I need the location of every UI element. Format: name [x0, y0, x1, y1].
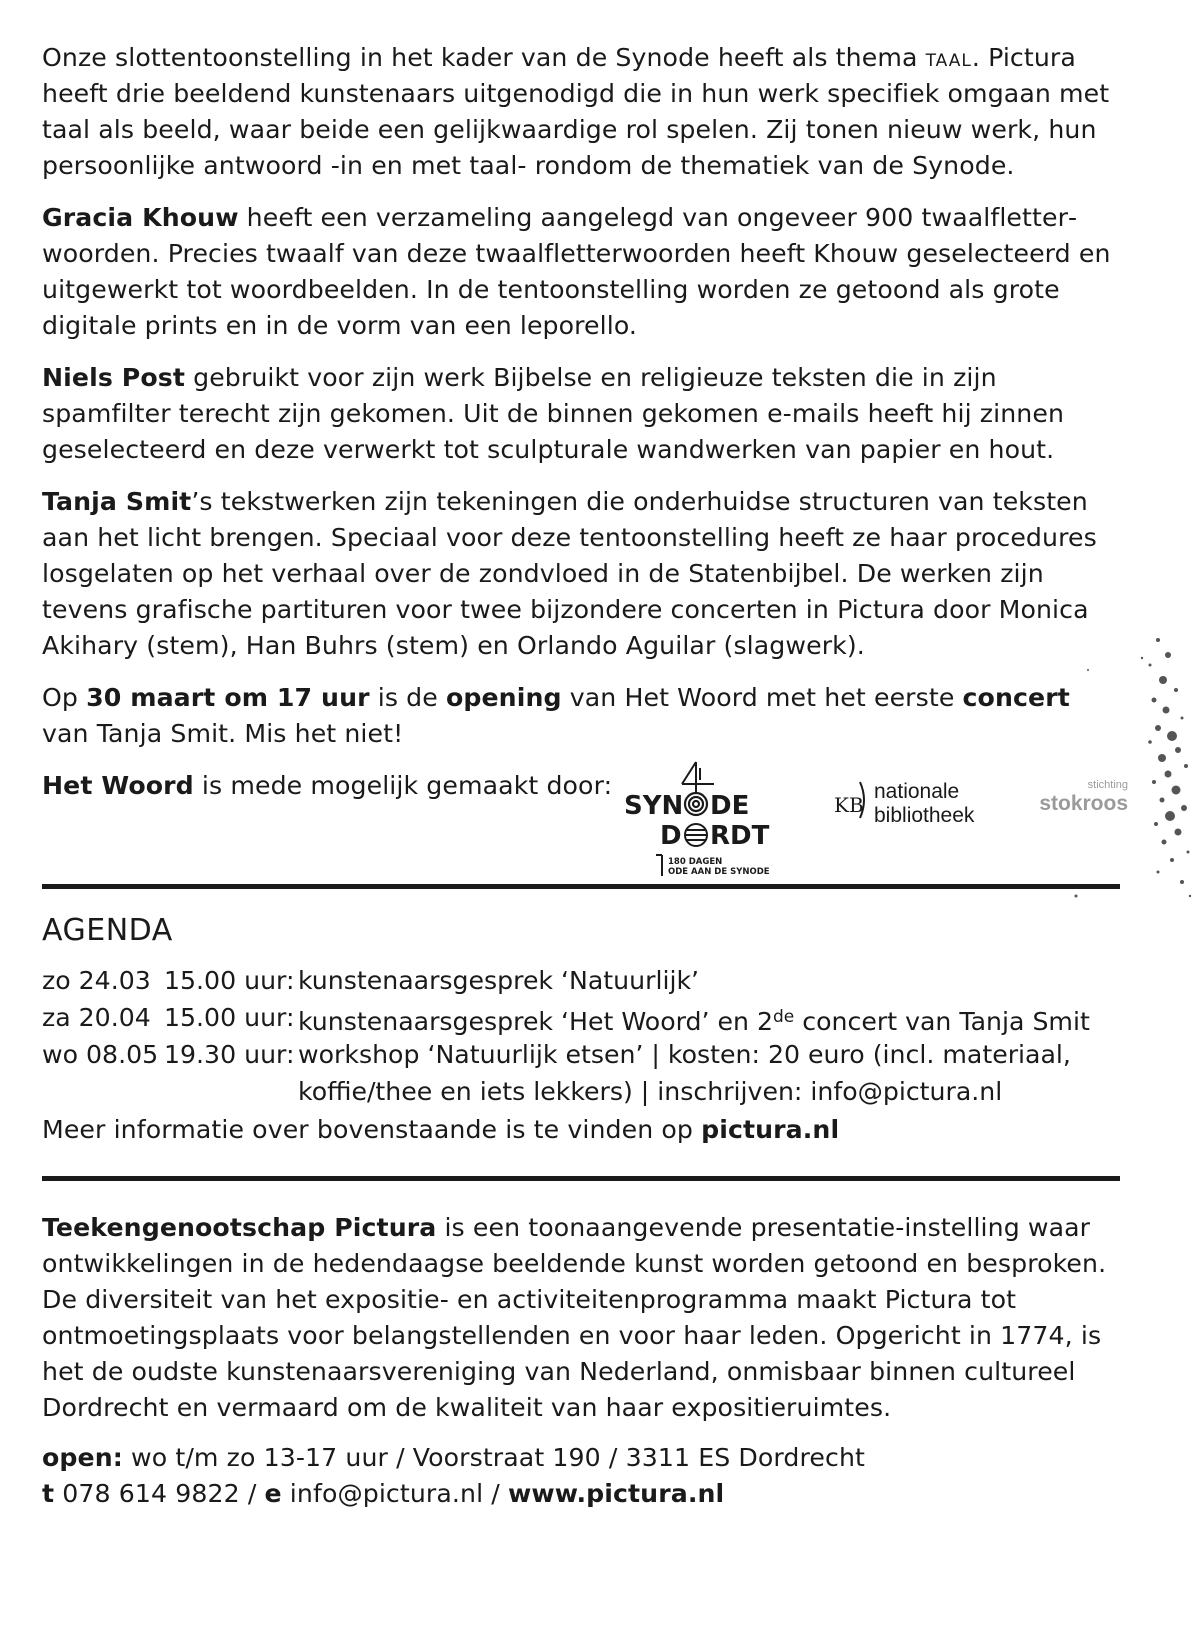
opening-hours: open: wo t/m zo 13-17 uur / Voorstraat 190 / 3311 ES Dordrecht	[42, 1443, 865, 1472]
theme-word: taal	[925, 44, 972, 72]
opening-paragraph: Op 30 maart om 17 uur is de opening van Het Woord met het eerste concert van Tanja Smit. Mis het niet!	[42, 683, 1070, 748]
agenda-title: AGENDA	[42, 913, 173, 948]
ink-splatter-decoration	[1058, 610, 1200, 920]
svg-text:ODE AAN DE SYNODE: ODE AAN DE SYNODE	[668, 867, 770, 877]
more-info-link[interactable]: pictura.nl	[701, 1115, 840, 1144]
agenda-day: za 20.04	[42, 1003, 151, 1032]
website-link[interactable]: www.pictura.nl	[507, 1479, 725, 1508]
agenda-item	[42, 1036, 1122, 1110]
agenda-desc: workshop ‘Natuurlijk etsen’ | kosten: 20 euro (incl. materiaal, koffie/thee en iets lekkers) | inschrijven: info@pictura.nl	[298, 1040, 1071, 1106]
org-name: Teekengenootschap Pictura	[42, 1213, 437, 1242]
agenda-day: zo 24.03	[42, 966, 151, 995]
synode-dordt-logo	[622, 760, 812, 880]
agenda-desc: kunstenaarsgesprek ‘Natuurlijk’	[298, 966, 700, 995]
svg-text:stokroos: stokroos	[1039, 792, 1128, 815]
artist-paragraph-smit: Tanja Smit’s tekstwerken zijn tekeningen die onderhuidse structuren van teksten aan het licht brengen. Speciaal voor deze tentoonstelling heeft ze haar procedures losgelaten op het verhaal over de zondvloed in de Statenbijbel. De werken zijn tevens grafische partituren voor twee bijzondere concerten in Pictura door Monica Akihary (stem), Han Buhrs (stem) en Orlando Aguilar (slagwerk).	[42, 487, 1097, 660]
agenda-time: 15.00 uur:	[164, 966, 295, 995]
artist-name: Niels Post	[42, 363, 185, 392]
synode-target-o-icon	[685, 793, 707, 815]
divider-rule	[42, 1176, 1120, 1181]
agenda-item	[42, 962, 1122, 999]
agenda-desc: kunstenaarsgesprek ‘Het Woord’ en 2de concert van Tanja Smit	[298, 1007, 1090, 1036]
artist-name: Gracia Khouw	[42, 203, 239, 232]
kb-nationale-bibliotheek-logo	[822, 768, 1012, 838]
agenda-day: wo 08.05	[42, 1040, 159, 1069]
svg-text:180 DAGEN: 180 DAGEN	[668, 857, 723, 867]
agenda-item	[42, 999, 1122, 1036]
artist-paragraph-post: Niels Post gebruikt voor zijn werk Bijbelse en religieuze teksten die in zijn spamfilter terecht zijn gekomen. Uit de binnen gekomen e-mails heeft hij zinnen geselecteerd en deze verwerkt tot sculpturale wandwerken van papier en hout.	[42, 363, 1065, 464]
synode-striped-o-icon	[685, 824, 707, 846]
svg-text:KB: KB	[834, 793, 864, 817]
svg-text:D: D	[660, 821, 682, 851]
svg-text:stichting: stichting	[1087, 779, 1128, 791]
artist-paragraph-khouw: Gracia Khouw heeft een verzameling aangelegd van ongeveer 900 twaalfletterwoorden. Precies twaalf van deze twaalfletterwoorden heeft Khouw geselecteerd en uitgewerkt tot woordbeelden. In de tentoonstelling worden ze getoond als grote digitale prints en in de vorm van een leporello.	[42, 203, 1111, 340]
svg-text:SYN: SYN	[624, 791, 684, 821]
page-content	[42, 40, 1128, 888]
svg-text:nationale: nationale	[874, 780, 960, 803]
about-paragraph: Teekengenootschap Pictura is een toonaangevende presentatie-instelling waar ontwikkelingen in de hedendaagse beeldende kunst worden getoond en besproken. De diversiteit van het expositie- en activiteitenprogramma maakt Pictura tot ontmoetingsplaats voor belangstellenden en voor haar leden. Opgericht in 1774, is het de oudste kunstenaarsvereniging van Nederland, onmisbaar binnen cultureel Dordrecht en vermaard om de kwaliteit van haar expositieruimtes.	[42, 1213, 1107, 1422]
sponsor-label: Het Woord is mede mogelijk gemaakt door:	[42, 771, 613, 800]
intro-paragraph: Onze slottentoonstelling in het kader van de Synode heeft als thema taal. Pictura heeft drie beeldend kunstenaars uitgenodigd die in hun werk specifiek omgaan met taal als beeld, waar beide een gelijkwaardige rol spelen. Zij tonen nieuw werk, hun persoonlijke antwoord -in en met taal- rondom de thematiek van de Synode.	[42, 43, 1110, 180]
more-info-line: Meer informatie over bovenstaande is te vinden op pictura.nl	[42, 1115, 840, 1144]
agenda-time: 15.00 uur:	[164, 1003, 295, 1032]
svg-text:bibliotheek: bibliotheek	[874, 804, 975, 827]
synode-four-icon	[682, 762, 714, 794]
sponsor-row	[42, 768, 1128, 888]
contact-line: t 078 614 9822 / e info@pictura.nl / www.pictura.nl	[42, 1479, 725, 1508]
svg-text:DE: DE	[710, 791, 750, 821]
phone: 078 614 9822 /	[54, 1479, 265, 1508]
svg-text:RDT: RDT	[710, 821, 770, 851]
agenda-list	[42, 962, 1122, 1110]
agenda-time: 19.30 uur:	[164, 1040, 295, 1069]
email-link[interactable]: info@pictura.nl /	[281, 1479, 508, 1508]
artist-name: Tanja Smit	[42, 487, 192, 516]
contact-block	[42, 1440, 1122, 1512]
divider-rule	[42, 884, 1120, 889]
